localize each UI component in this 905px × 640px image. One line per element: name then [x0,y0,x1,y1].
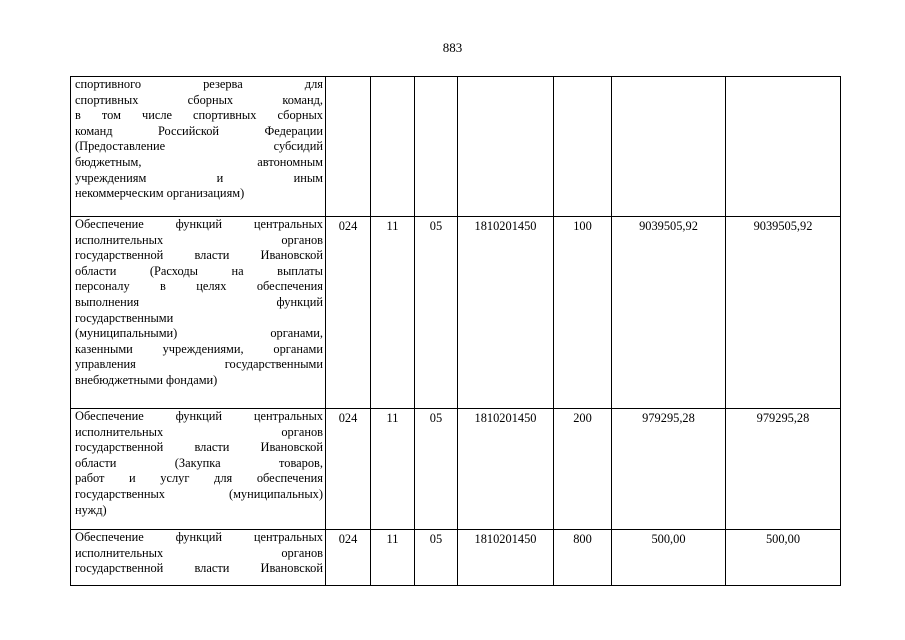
subsection-code: 05 [415,409,458,530]
amount-1: 500,00 [612,530,726,586]
description-line: команд Российской Федерации [75,123,323,138]
description-line: области (Расходы на выплаты [75,263,323,278]
amount-1 [612,77,726,217]
admin-code [326,77,371,217]
description-line: казенными учреждениями, органами [75,341,323,356]
amount-2: 979295,28 [726,409,841,530]
target-article-code: 1810201450 [458,217,554,409]
section-code: 11 [371,217,415,409]
target-article-code: 1810201450 [458,409,554,530]
target-article-code: 1810201450 [458,530,554,586]
subsection-code: 05 [415,217,458,409]
amount-1: 9039505,92 [612,217,726,409]
amount-2 [726,77,841,217]
description-line: учреждениям и иным [75,170,323,185]
expense-kind-code: 800 [554,530,612,586]
description-line: нужд) [75,502,107,517]
description-line: выполнения функций [75,294,323,309]
description-line: Обеспечение функций центральных [75,217,323,231]
description-line: государственными [75,310,174,325]
description-line: спортивного резерва для [75,77,323,91]
section-code: 11 [371,409,415,530]
admin-code: 024 [326,409,371,530]
page-number: 883 [442,40,463,55]
description-line: государственной власти Ивановской [75,248,323,263]
description-line: области (Закупка товаров, [75,455,323,470]
description-line: персоналу в целях обеспечения [75,279,323,294]
description-line: исполнительных органов [75,232,323,247]
admin-code: 024 [326,530,371,586]
admin-code: 024 [326,217,371,409]
description-line: (муниципальными) органами, [75,326,323,341]
description-line: исполнительных органов [75,424,323,439]
expense-kind-code [554,77,612,217]
description-line: управления государственными [75,357,323,372]
description-line: Обеспечение функций центральных [75,530,323,544]
description-line: спортивных сборных команд, [75,92,323,107]
amount-2: 9039505,92 [726,217,841,409]
table-row [71,77,841,217]
expense-description [71,530,326,586]
expense-description [71,217,326,409]
expense-description [71,77,326,217]
budget-table [70,76,841,586]
description-line: бюджетным, автономным [75,154,323,169]
amount-1: 979295,28 [612,409,726,530]
description-line: государственных (муниципальных) [75,486,323,501]
target-article-code [458,77,554,217]
description-line: (Предоставление субсидий [75,139,323,154]
amount-2: 500,00 [726,530,841,586]
description-line: исполнительных органов [75,545,323,560]
description-line: государственной власти Ивановской [75,561,323,576]
section-code [371,77,415,217]
table-row [71,409,841,530]
section-code: 11 [371,530,415,586]
description-line: в том числе спортивных сборных [75,108,323,123]
table-row [71,217,841,409]
description-line: государственной власти Ивановской [75,440,323,455]
table-row [71,530,841,586]
description-line: работ и услуг для обеспечения [75,471,323,486]
subsection-code: 05 [415,530,458,586]
description-line: некоммерческим организациям) [75,186,245,201]
subsection-code [415,77,458,217]
expense-kind-code: 200 [554,409,612,530]
expense-kind-code: 100 [554,217,612,409]
description-line: Обеспечение функций центральных [75,409,323,423]
description-line: внебюджетными фондами) [75,372,218,387]
expense-description [71,409,326,530]
